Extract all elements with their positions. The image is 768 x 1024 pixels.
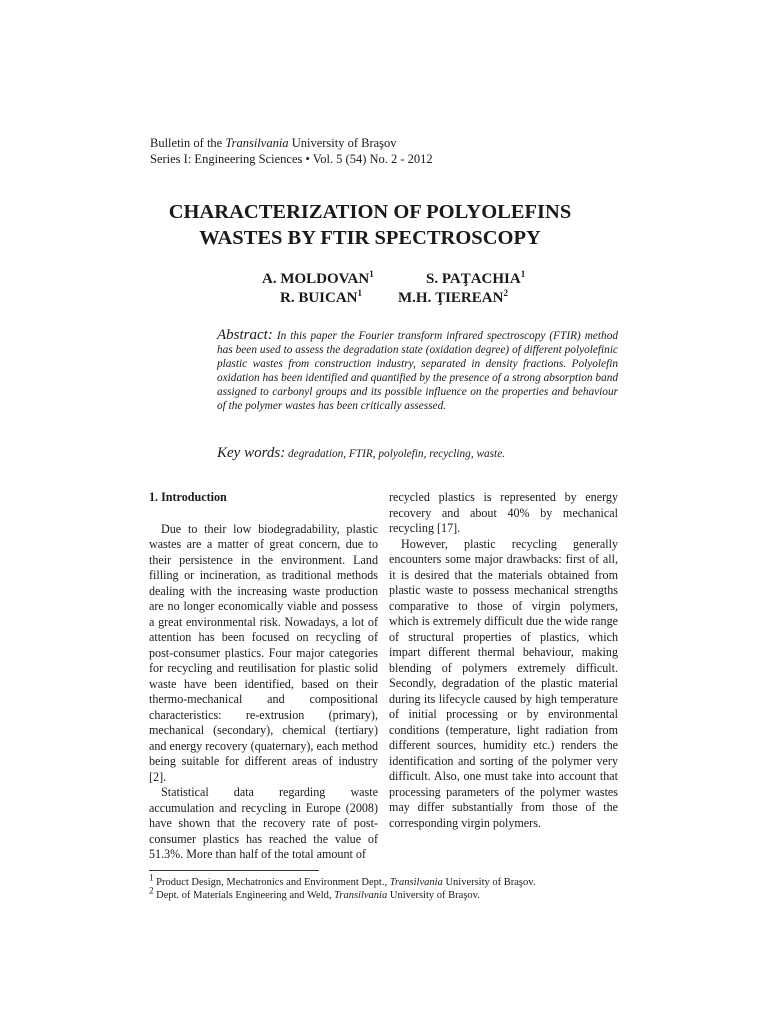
right-column [389, 490, 618, 831]
paragraph: Due to their low biodegradability, plastic wastes are a matter of great concern, due to their persistence in the environment. Land filling or incineration, as traditional methods dealing with the increasing waste production are no longer economically viable and possess a great environmental risk. Nowadays, a lot of attention has been focused on recycling of post-consumer plastics. Four major categories for recycling and reutilisation for plastic solid waste have been identified, based on their thermo-mechanical and compositional characteristics: re-extrusion (primary), mechanical (secondary), chemical (tertiary) and energy recovery (quaternary), each method being suitable for different areas of industry [2]. [149, 521, 378, 784]
footnote: $^2$ Dept. of Materials Engineering and Weld, Transilvania University of Braşov. [149, 885, 480, 901]
author: S. PAŢACHIA$^1$ [426, 269, 526, 287]
title-line-1: CHARACTERIZATION OF POLYOLEFINS [168, 201, 572, 223]
journal-header [150, 135, 433, 167]
footnote: $^1$ Product Design, Mechatronics and Environment Dept., Transilvania University of Braşov. [149, 872, 536, 888]
author-list [200, 270, 540, 308]
abstract-text: In this paper the Fourier transform infrared spectroscopy (FTIR) method has been used to assess the degradation state (oxidation degree) of different polyolefinic plastic wastes from construction industry, separated in density fractions. Polyolefin oxidation has been identified and quantified by the presence of a strong absorption band assigned to carbonyl groups and its possible influence on the properties and behaviour of the polymer wastes has been critically assessed. [217, 330, 618, 412]
footnote-divider [149, 870, 319, 871]
keywords-text: degradation, FTIR, polyolefin, recycling, waste. [288, 448, 506, 460]
footnotes [149, 872, 536, 902]
journal-line-2: Series I: Engineering Sciences • Vol. 5 (54) No. 2 - 2012 [150, 152, 433, 166]
title-line-2: WASTES BY FTIR SPECTROSCOPY [199, 227, 541, 249]
keywords-label: Key words: [217, 445, 286, 461]
paragraph: However, plastic recycling generally encounters some major drawbacks: first of all, it is desired that the materials obtained from plastic waste to possess mechanical strengths comparative to those of virgin polymers, which is extremely difficult due the wide range of structural properties of plastics, which impart different thermal behaviour, making blending of polymers extremely difficult. Secondly, degradation of the plastic material during its lifecycle caused by high temperature of initial processing or by environmental conditions (temperature, light radiation from different sources, humidity etc.) renders the identification and sorting of the polymer very difficult. Also, one must take into account that processing parameters of the polymer wastes may differ substantially from those of the corresponding virgin polymers. [389, 536, 618, 830]
author: R. BUICAN$^1$ [280, 288, 363, 306]
paragraph: recycled plastics is represented by energy recovery and about 40% by mechanical recycling [17]. [389, 490, 618, 535]
left-column [149, 490, 378, 863]
section-heading: 1. Introduction [149, 490, 227, 504]
abstract [217, 328, 618, 413]
author: A. MOLDOVAN$^1$ [262, 269, 374, 287]
abstract-label: Abstract: [217, 327, 273, 343]
paragraph: Statistical data regarding waste accumulation and recycling in Europe (2008) have shown that the recovery rate of post-consumer plastics has reached the value of 51.3%. More than half of the total amount of [149, 785, 378, 861]
journal-line-1: Bulletin of the Transilvania University of Braşov [150, 136, 397, 150]
paper-title [120, 199, 620, 251]
keywords [217, 445, 618, 462]
author: M.H. ŢIEREAN$^2$ [398, 288, 508, 306]
